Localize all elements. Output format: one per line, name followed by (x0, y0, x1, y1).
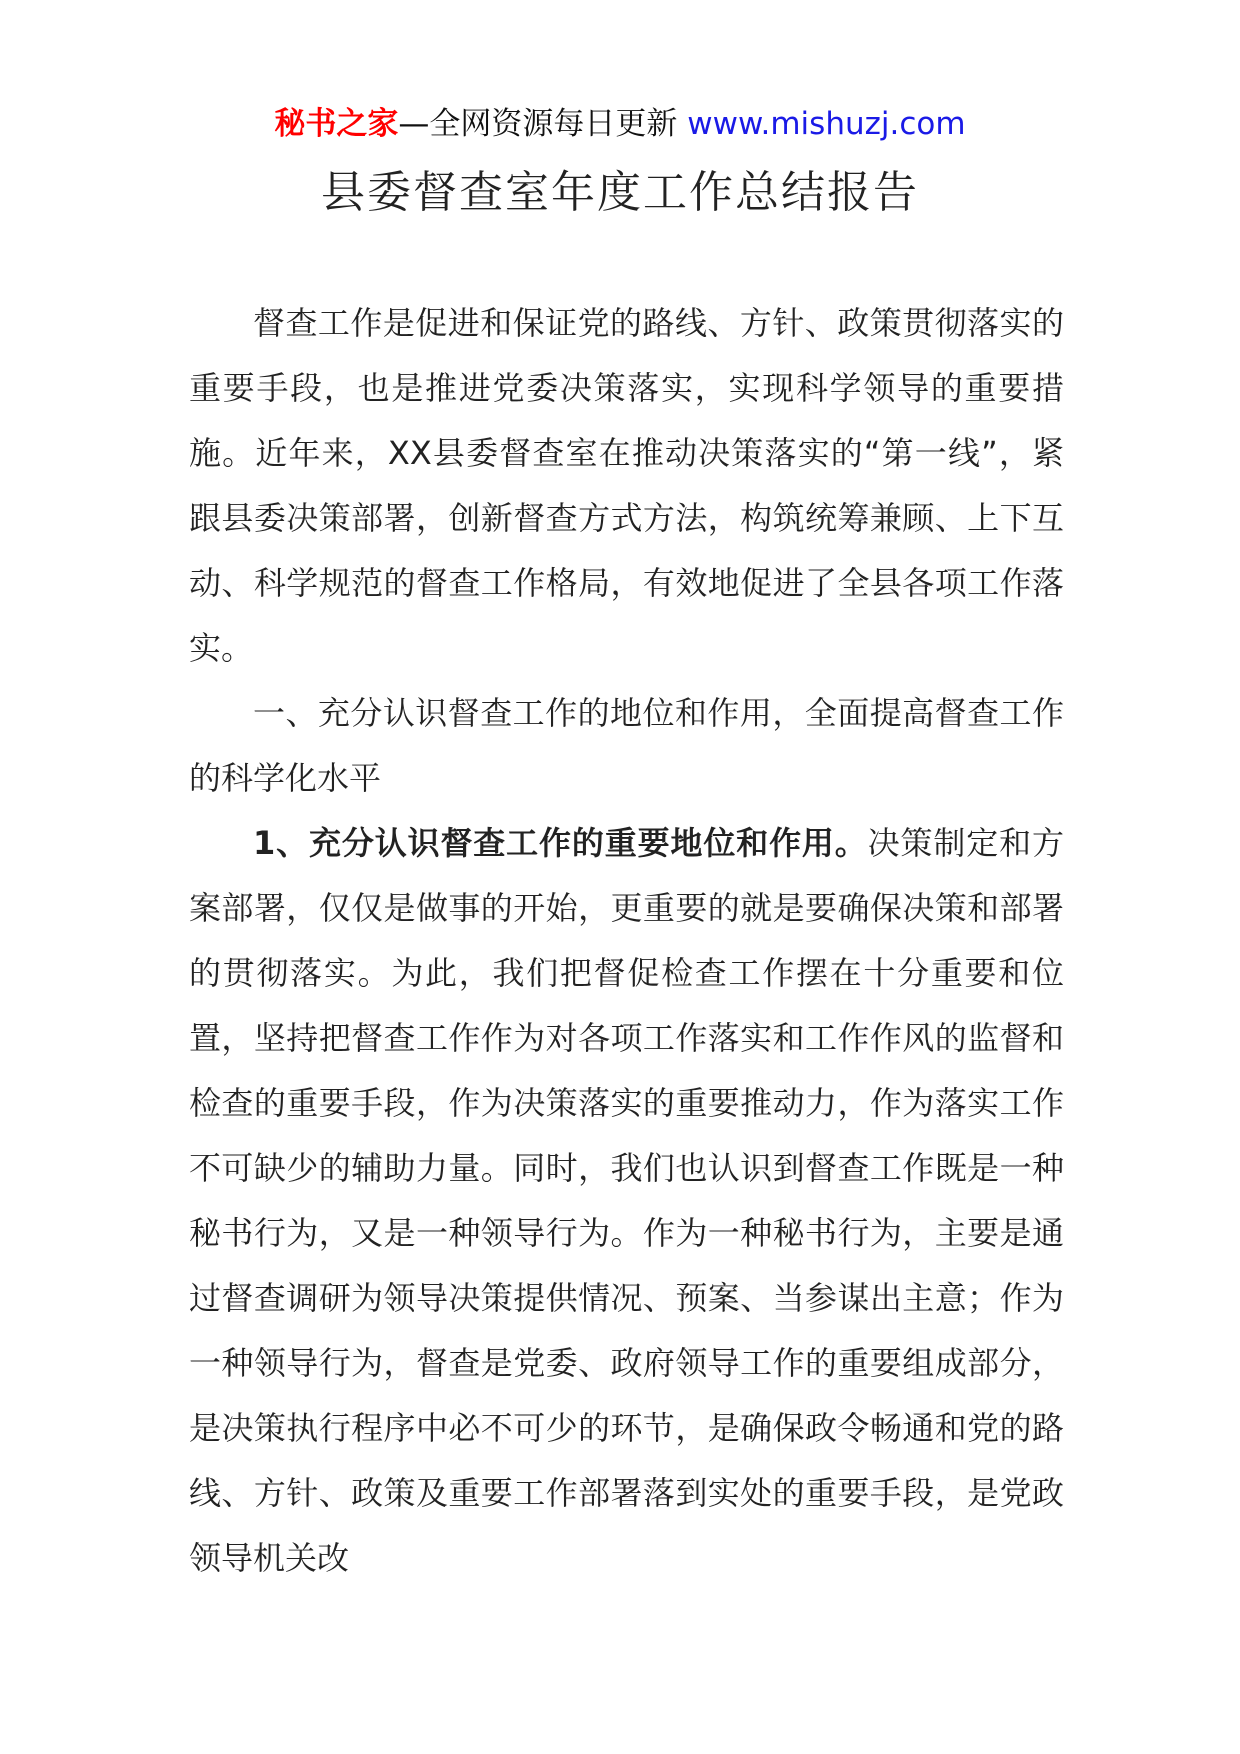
paragraph-intro: 督查工作是促进和保证党的路线、方针、政策贯彻落实的重要手段，也是推进党委决策落实，实现科学领导的重要措施。近年来，XX县委督查室在推动决策落实的“第一线”，紧跟县委决策部署，创新督查方式方法，构筑统筹兼顾、上下互动、科学规范的督查工作格局，有效地促进了全县各项工作落实。 (189, 304, 1064, 667)
point-1-text: 决策制定和方案部署，仅仅是做事的开始，更重要的就是要确保决策和部署的贯彻落实。为此，我们把督促检查工作摆在十分重要和位置，坚持把督查工作作为对各项工作落实和工作作风的监督和检查的重要手段，作为决策落实的重要推动力，作为落实工作不可缺少的辅助力量。同时，我们也认识到督查工作既是一种秘书行为，又是一种领导行为。作为一种秘书行为，主要是通过督查调研为领导决策提供情况、预案、当参谋出主意；作为一种领导行为，督查是党委、政府领导工作的重要组成部分，是决策执行程序中必不可少的环节，是确保政令畅通和党的路线、方针、政策及重要工作部署落到实处的重要手段，是党政领导机关改 (189, 824, 1064, 1577)
site-url-link[interactable]: www.mishuzj.com (687, 106, 966, 142)
paragraph-point-1 (189, 811, 1064, 1591)
document-body (189, 291, 1064, 1591)
section-heading-1: 一、充分认识督查工作的地位和作用，全面提高督查工作的科学化水平 (189, 694, 1064, 797)
site-slogan: —全网资源每日更新 (398, 106, 688, 142)
site-header (0, 100, 1240, 148)
brand-name: 秘书之家 (274, 106, 399, 142)
point-1-heading: 1、充分认识督查工作的重要地位和作用。 (253, 824, 868, 862)
document-title: 县委督查室年度工作总结报告 (321, 167, 919, 218)
